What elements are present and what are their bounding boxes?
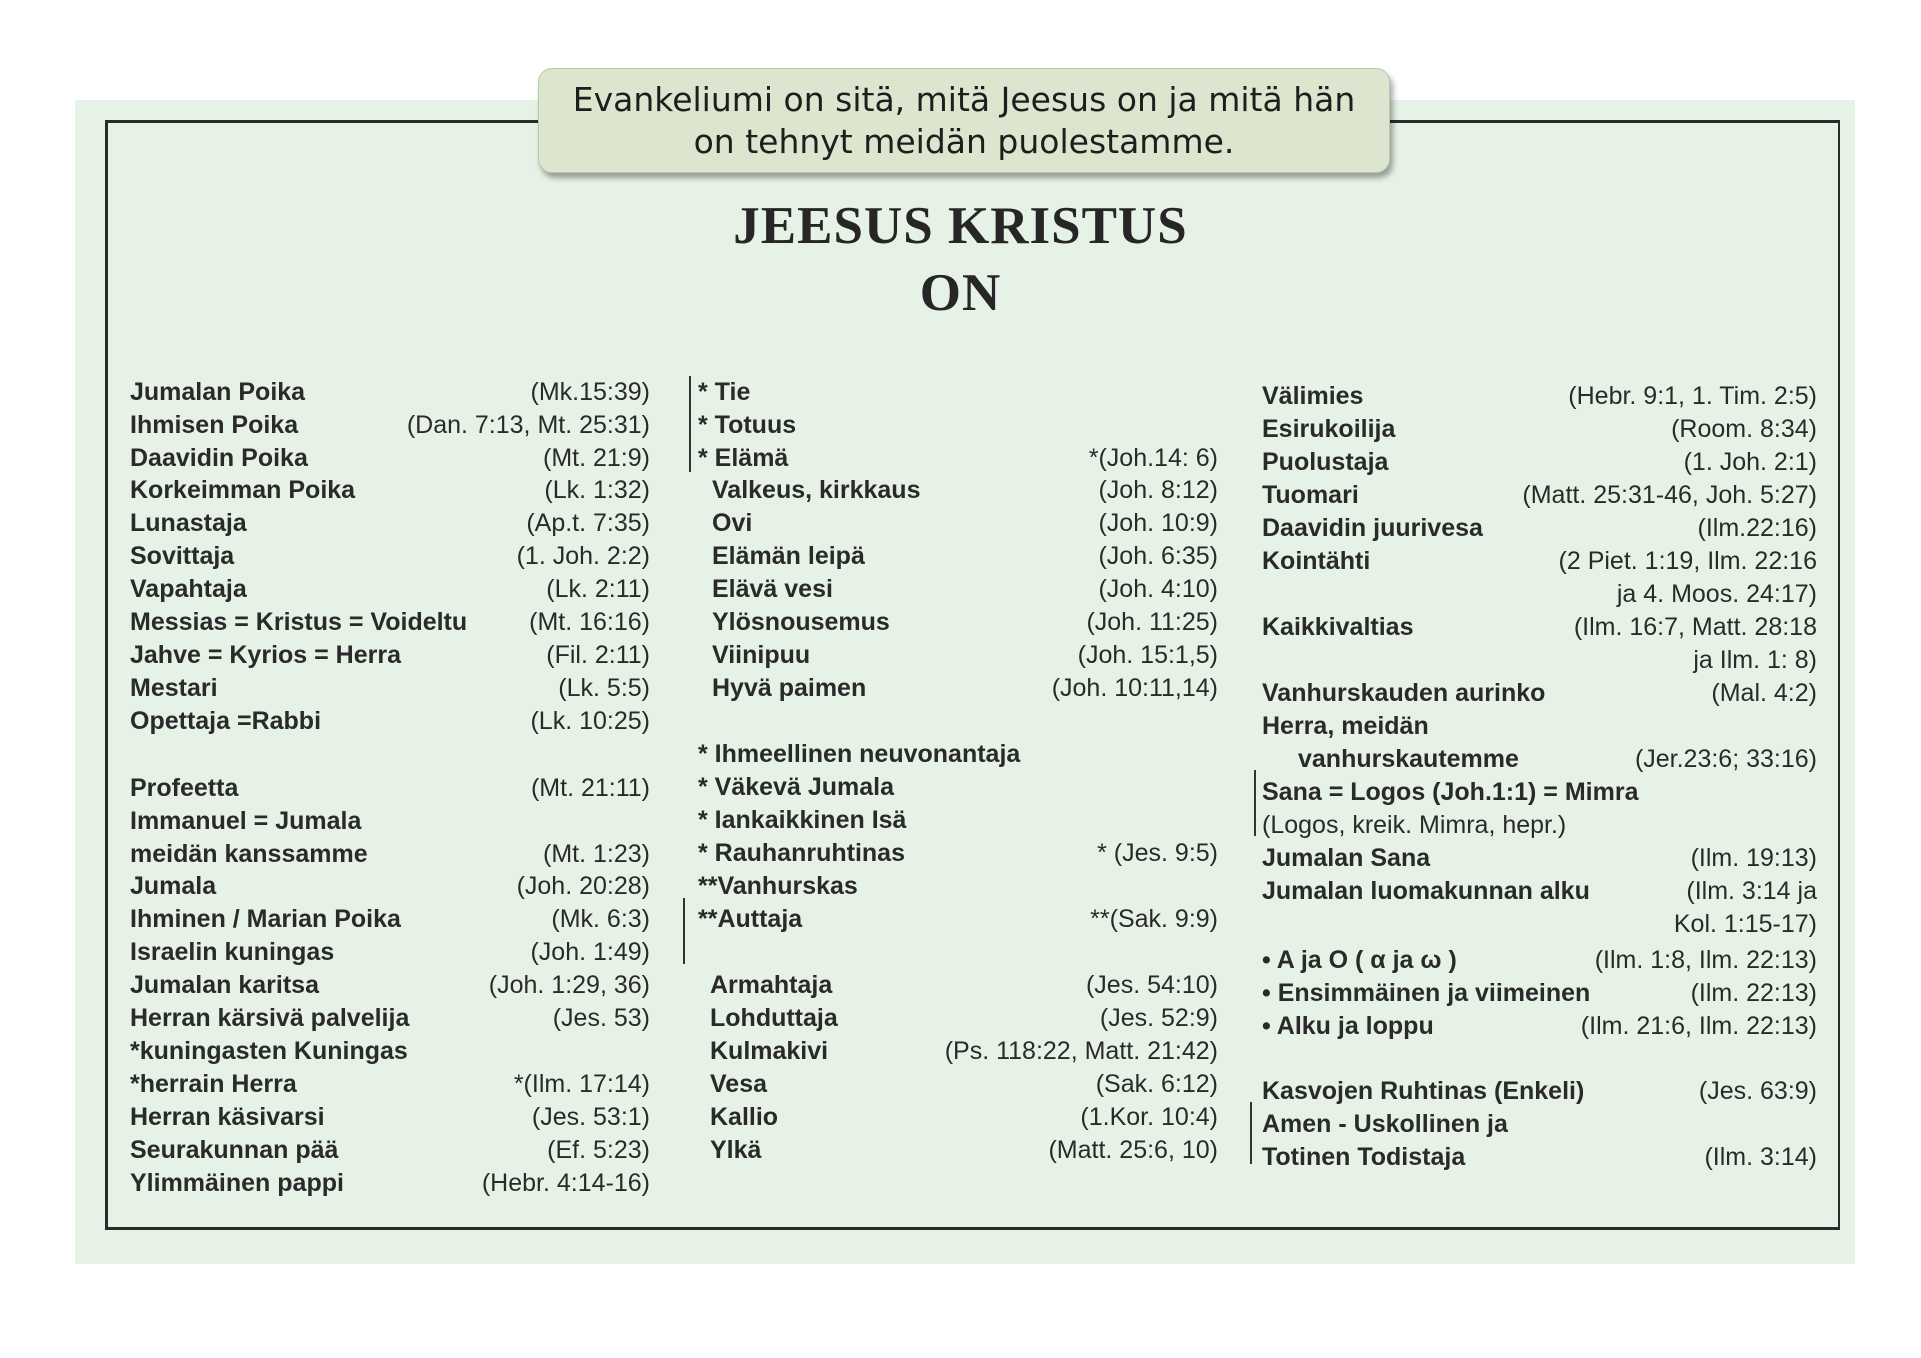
- entry-name: Jumalan Sana: [1262, 844, 1431, 872]
- entry-name: Lunastaja: [130, 509, 247, 537]
- entry-name: Lohduttaja: [710, 1004, 838, 1032]
- entry-reference: (Joh. 10:11,14): [1051, 674, 1218, 702]
- bracket-bar: [683, 898, 685, 964]
- entry-name: Jumalan karitsa: [130, 971, 319, 999]
- col2-row: [698, 1134, 1218, 1166]
- col1-row: [130, 573, 650, 605]
- entry-reference: (Ap.t. 7:35): [526, 509, 650, 537]
- col3-row: [1262, 413, 1817, 445]
- entry-name: Ylösnousemus: [712, 608, 890, 636]
- entry-reference: (Joh. 1:29, 36): [488, 971, 650, 999]
- entry-name: * Elämä: [698, 444, 789, 472]
- col3-row: [1262, 908, 1817, 940]
- col3-row: [1262, 1141, 1817, 1173]
- entry-reference: (Mt. 1:23): [543, 840, 650, 868]
- col1-row: [130, 1002, 650, 1034]
- entry-reference: (Room. 8:34): [1671, 415, 1817, 443]
- col2-row: [698, 606, 1218, 638]
- entry-name: vanhurskautemme: [1298, 745, 1519, 773]
- col2-row: [698, 507, 1218, 539]
- entry-name: * Iankaikkinen Isä: [698, 806, 907, 834]
- entry-name: * Tie: [698, 378, 751, 406]
- col1-row: [130, 1167, 650, 1199]
- entry-reference: (Ilm. 22:13): [1690, 979, 1817, 1007]
- entry-reference: (Dan. 7:13, Mt. 25:31): [406, 411, 650, 439]
- col1-row: [130, 838, 650, 870]
- col3-row: [1262, 776, 1817, 808]
- col3-row: [1262, 611, 1817, 643]
- entry-reference: (Joh. 1:49): [530, 938, 650, 966]
- entry-name: Sana = Logos (Joh.1:1) = Mimra: [1262, 778, 1639, 806]
- col3-row: [1262, 743, 1817, 775]
- col1-row: [130, 376, 650, 408]
- callout-line-1: Evankeliumi on sitä, mitä Jeesus on ja mitä hän: [572, 79, 1356, 119]
- entry-name: Vapahtaja: [130, 575, 247, 603]
- entry-reference: (Joh. 8:12): [1098, 476, 1218, 504]
- entry-reference: * (Jes. 9:5): [1097, 839, 1218, 867]
- entry-name: Amen - Uskollinen ja: [1262, 1110, 1508, 1138]
- entry-name: Messias = Kristus = Voideltu: [130, 608, 468, 636]
- entry-reference: (Jes. 52:9): [1099, 1004, 1218, 1032]
- entry-name: Kaikkivaltias: [1262, 613, 1414, 641]
- entry-name: Esirukoilija: [1262, 415, 1396, 443]
- entry-reference: (Mt. 16:16): [529, 608, 650, 636]
- entry-reference: (Ilm. 3:14): [1704, 1143, 1817, 1171]
- entry-name: Kulmakivi: [710, 1037, 829, 1065]
- col1-row: [130, 1068, 650, 1100]
- entry-name: * Rauhanruhtinas: [698, 839, 905, 867]
- entry-name: • A ja O ( α ja ω ): [1262, 946, 1457, 974]
- col2-row: [698, 738, 1218, 770]
- entry-reference: (Ilm.22:16): [1697, 514, 1817, 542]
- entry-reference: (Jes. 63:9): [1698, 1077, 1817, 1105]
- col3-row: [1262, 1010, 1817, 1042]
- entry-name: Vesa: [710, 1070, 768, 1098]
- entry-reference: (Lk. 5:5): [558, 674, 650, 702]
- col2-row: [698, 1002, 1218, 1034]
- entry-reference: (Matt. 25:6, 10): [1048, 1136, 1218, 1164]
- entry-name: **Vanhurskas: [698, 872, 858, 900]
- entry-name: Armahtaja: [710, 971, 833, 999]
- title-line-1: JEESUS KRISTUS: [733, 197, 1188, 255]
- entry-reference: (Mal. 4:2): [1711, 679, 1817, 707]
- entry-reference: (Joh. 11:25): [1086, 608, 1218, 636]
- col2-row: [698, 540, 1218, 572]
- col2-row: [698, 474, 1218, 506]
- entry-name: • Ensimmäinen ja viimeinen: [1262, 979, 1591, 1007]
- entry-reference: (Ilm. 19:13): [1690, 844, 1817, 872]
- col3-row: [1262, 578, 1817, 610]
- entry-reference: (Hebr. 9:1, 1. Tim. 2:5): [1568, 382, 1817, 410]
- entry-reference: (Mk. 6:3): [551, 905, 650, 933]
- entry-name: Vanhurskauden aurinko: [1262, 679, 1546, 707]
- col1-row: [130, 639, 650, 671]
- col1-row: [130, 540, 650, 572]
- entry-reference: (Fil. 2:11): [546, 641, 650, 669]
- col1-row: [130, 1101, 650, 1133]
- entry-name: Israelin kuningas: [130, 938, 335, 966]
- entry-reference: (Joh. 20:28): [516, 872, 650, 900]
- entry-name: Kointähti: [1262, 547, 1371, 575]
- entry-reference: (1.Kor. 10:4): [1080, 1103, 1218, 1131]
- col2-row: [698, 1101, 1218, 1133]
- col2-row: [698, 870, 1218, 902]
- entry-name: Herran kärsivä palvelija: [130, 1004, 410, 1032]
- entry-name: Totinen Todistaja: [1262, 1143, 1466, 1171]
- entry-reference: (Ilm. 3:14 ja: [1686, 877, 1817, 905]
- entry-name: Ihminen / Marian Poika: [130, 905, 401, 933]
- entry-name: Elämän leipä: [712, 542, 865, 570]
- col3-row: [1262, 545, 1817, 577]
- entry-name: Elävä vesi: [712, 575, 833, 603]
- entry-reference: (Ef. 5:23): [547, 1136, 650, 1164]
- col3-row: [1262, 1075, 1817, 1107]
- col1-row: [130, 474, 650, 506]
- col3-row: [1262, 380, 1817, 412]
- entry-reference: (Mt. 21:11): [530, 774, 650, 802]
- col2-row: [698, 672, 1218, 704]
- entry-name: Valkeus, kirkkaus: [712, 476, 921, 504]
- col2-row: [698, 376, 1218, 408]
- entry-name: Herra, meidän: [1262, 712, 1429, 740]
- entry-name: Ylimmäinen pappi: [130, 1169, 344, 1197]
- entry-reference: (Ilm. 1:8, Ilm. 22:13): [1594, 946, 1817, 974]
- entry-reference: (Lk. 1:32): [544, 476, 650, 504]
- col3-row: [1262, 677, 1817, 709]
- col3-row: [1262, 809, 1817, 841]
- col1-row: [130, 606, 650, 638]
- entry-reference: (Jes. 53:1): [531, 1103, 650, 1131]
- entry-name: Kallio: [710, 1103, 779, 1131]
- entry-reference: Kol. 1:15-17): [1673, 910, 1817, 938]
- entry-reference: (Lk. 10:25): [530, 707, 650, 735]
- entry-reference: (Joh. 6:35): [1098, 542, 1218, 570]
- entry-name: Jumala: [130, 872, 217, 900]
- col3-row: [1262, 944, 1817, 976]
- col3-row: [1262, 512, 1817, 544]
- entry-reference: (Ps. 118:22, Matt. 21:42): [944, 1037, 1218, 1065]
- entry-name: Kasvojen Ruhtinas (Enkeli): [1262, 1077, 1585, 1105]
- entry-name: Sovittaja: [130, 542, 235, 570]
- entry-reference: ja 4. Moos. 24:17): [1616, 580, 1817, 608]
- entry-reference: (Sak. 6:12): [1095, 1070, 1218, 1098]
- col3-row: [1262, 842, 1817, 874]
- entry-reference: (1. Joh. 2:1): [1683, 448, 1817, 476]
- col1-row: [130, 442, 650, 474]
- entry-reference: **(Sak. 9:9): [1090, 905, 1218, 933]
- col2-row: [698, 771, 1218, 803]
- entry-name: Korkeimman Poika: [130, 476, 356, 504]
- callout-line-2: on tehnyt meidän puolestamme.: [693, 121, 1235, 161]
- entry-reference: (Mk.15:39): [530, 378, 650, 406]
- title-line-2: ON: [919, 264, 1002, 322]
- callout-box: [538, 68, 1390, 173]
- entry-reference: *(Joh.14: 6): [1088, 444, 1218, 472]
- entry-reference: (Mt. 21:9): [543, 444, 650, 472]
- entry-name: * Väkevä Jumala: [698, 773, 894, 801]
- col3-row: [1262, 977, 1817, 1009]
- col3-row: [1262, 446, 1817, 478]
- entry-name: Daavidin Poika: [130, 444, 308, 472]
- col1-row: [130, 672, 650, 704]
- col2-row: [698, 837, 1218, 869]
- entry-reference: (1. Joh. 2:2): [516, 542, 650, 570]
- col3-row: [1262, 875, 1817, 907]
- entry-reference: (Hebr. 4:14-16): [481, 1169, 650, 1197]
- entry-reference: (Joh. 10:9): [1098, 509, 1218, 537]
- entry-reference: (Jes. 53): [552, 1004, 650, 1032]
- entry-reference: (Jes. 54:10): [1085, 971, 1218, 999]
- col2-row: [698, 409, 1218, 441]
- entry-name: Viinipuu: [712, 641, 811, 669]
- entry-reference: (Joh. 15:1,5): [1077, 641, 1218, 669]
- entry-reference: (Jer.23:6; 33:16): [1634, 745, 1817, 773]
- col1-row: [130, 409, 650, 441]
- col1-row: [130, 1134, 650, 1166]
- col1-row: [130, 903, 650, 935]
- entry-name: Profeetta: [130, 774, 239, 802]
- col2-row: [698, 1068, 1218, 1100]
- col3-row: [1262, 710, 1817, 742]
- col3-row: [1262, 1108, 1817, 1140]
- entry-name: Ylkä: [710, 1136, 762, 1164]
- entry-name: Jumalan Poika: [130, 378, 306, 406]
- col2-row: [698, 804, 1218, 836]
- entry-name: Tuomari: [1262, 481, 1359, 509]
- bracket-bar: [689, 376, 691, 472]
- col1-row: [130, 805, 650, 837]
- entry-name: Seurakunnan pää: [130, 1136, 339, 1164]
- col1-row: [130, 772, 650, 804]
- entry-name: Ihmisen Poika: [130, 411, 299, 439]
- col1-row: [130, 507, 650, 539]
- entry-name: Jumalan luomakunnan alku: [1262, 877, 1590, 905]
- entry-reference: ja Ilm. 1: 8): [1693, 646, 1817, 674]
- entry-reference: *(Ilm. 17:14): [513, 1070, 650, 1098]
- entry-name: Ovi: [712, 509, 753, 537]
- entry-name: (Logos, kreik. Mimra, hepr.): [1262, 811, 1567, 839]
- entry-reference: (Joh. 4:10): [1098, 575, 1218, 603]
- col1-row: [130, 936, 650, 968]
- entry-name: • Alku ja loppu: [1262, 1012, 1434, 1040]
- entry-reference: (Matt. 25:31-46, Joh. 5:27): [1522, 481, 1817, 509]
- entry-name: * Totuus: [698, 411, 797, 439]
- bracket-bar: [1250, 1102, 1252, 1164]
- col1-row: [130, 1035, 650, 1067]
- entry-name: Hyvä paimen: [712, 674, 867, 702]
- entry-name: Herran käsivarsi: [130, 1103, 325, 1131]
- col2-row: [698, 903, 1218, 935]
- entry-name: *kuningasten Kuningas: [130, 1037, 408, 1065]
- entry-reference: (Lk. 2:11): [546, 575, 650, 603]
- entry-reference: (2 Piet. 1:19, Ilm. 22:16: [1558, 547, 1817, 575]
- entry-reference: (Ilm. 21:6, Ilm. 22:13): [1580, 1012, 1817, 1040]
- entry-name: Opettaja =Rabbi: [130, 707, 322, 735]
- col1-row: [130, 870, 650, 902]
- entry-name: Mestari: [130, 674, 218, 702]
- col2-row: [698, 442, 1218, 474]
- col2-row: [698, 1035, 1218, 1067]
- entry-name: Immanuel = Jumala: [130, 807, 362, 835]
- entry-name: Puolustaja: [1262, 448, 1389, 476]
- bracket-bar: [1254, 770, 1256, 836]
- entry-name: Daavidin juurivesa: [1262, 514, 1483, 542]
- entry-name: Jahve = Kyrios = Herra: [130, 641, 401, 669]
- col3-row: [1262, 644, 1817, 676]
- entry-name: Välimies: [1262, 382, 1364, 410]
- col1-row: [130, 969, 650, 1001]
- entry-name: meidän kanssamme: [130, 840, 368, 868]
- entry-name: *herrain Herra: [130, 1070, 297, 1098]
- col2-row: [698, 639, 1218, 671]
- entry-name: * Ihmeellinen neuvonantaja: [698, 740, 1021, 768]
- col3-row: [1262, 479, 1817, 511]
- col2-row: [698, 969, 1218, 1001]
- col1-row: [130, 705, 650, 737]
- entry-reference: (Ilm. 16:7, Matt. 28:18: [1573, 613, 1817, 641]
- entry-name: **Auttaja: [698, 905, 803, 933]
- col2-row: [698, 573, 1218, 605]
